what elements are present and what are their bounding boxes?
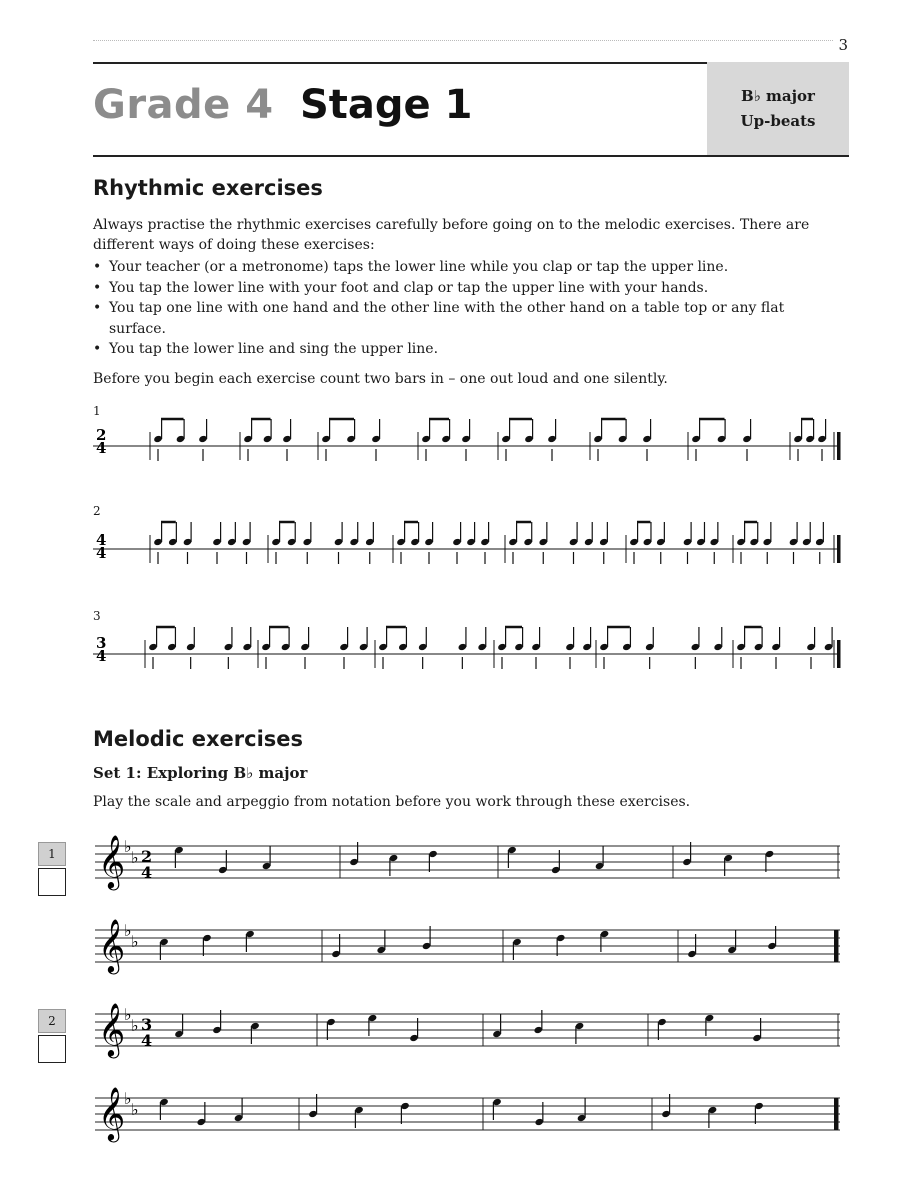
grade-title: Grade 4 [93, 82, 274, 128]
melodic-staves [95, 834, 840, 1142]
key-label: B♭ major [741, 86, 815, 105]
time-signature-top: 2 [141, 847, 153, 866]
final-barline-thick [837, 535, 841, 563]
count-note: Before you begin each exercise count two bars in – one out loud and one silently. [93, 371, 668, 387]
instruction-item: • You tap one line with one hand and the other line with the other hand on a table top or any flat surface. [93, 298, 813, 339]
flat-icon: ♭ [124, 1089, 132, 1108]
time-signature-top: 3 [141, 1015, 153, 1034]
rhythmic-intro: Always practise the rhythmic exercises carefully before going on to the melodic exercises. There are different ways of doing these exercises: [93, 217, 810, 253]
treble-clef-icon: 𝄞 [98, 1002, 126, 1056]
flat-icon: ♭ [131, 1100, 139, 1119]
rhythmic-heading: Rhythmic exercises [93, 176, 323, 200]
flat-icon: ♭ [124, 921, 132, 940]
time-signature-top: 2 [96, 426, 107, 444]
final-barline-thick [837, 432, 841, 460]
time-signature-bottom: 4 [141, 863, 153, 882]
exercise-number: 2 [38, 1009, 66, 1033]
flat-icon: ♭ [131, 932, 139, 951]
topic-label: Up-beats [740, 111, 816, 130]
rhythm-exercise-number: 2 [93, 504, 101, 518]
flat-icon: ♭ [124, 837, 132, 856]
page-number: 3 [838, 36, 848, 54]
rhythm-staves [93, 419, 841, 669]
final-barline-thick [837, 640, 841, 668]
instruction-item: • You tap the lower line and sing the upper line. [93, 339, 813, 360]
flat-icon: ♭ [124, 1005, 132, 1024]
instruction-item: • You tap the lower line with your foot and clap or tap the upper line with your hands. [93, 278, 813, 299]
treble-clef-icon: 𝄞 [98, 918, 126, 972]
rhythm-exercise-number: 1 [93, 404, 101, 418]
time-signature-bottom: 4 [141, 1031, 153, 1050]
time-signature-top: 4 [96, 531, 107, 549]
rhythm-exercise-number: 3 [93, 609, 101, 623]
exercise-number: 1 [38, 842, 66, 866]
stage-title: Stage 1 [300, 82, 473, 128]
final-barline-thick [834, 930, 838, 962]
instruction-item: • Your teacher (or a metronome) taps the lower line while you clap or tap the upper line. [93, 257, 813, 278]
flat-icon: ♭ [131, 848, 139, 867]
time-signature-top: 3 [96, 634, 107, 652]
time-signature-bottom: 4 [96, 439, 107, 457]
time-signature-bottom: 4 [96, 544, 107, 562]
flat-icon: ♭ [131, 1016, 139, 1035]
set-heading: Set 1: Exploring B♭ major [93, 764, 308, 782]
treble-clef-icon: 𝄞 [98, 834, 126, 888]
set-instruction: Play the scale and arpeggio from notation before you work through these exercises. [93, 794, 691, 810]
final-barline-thick [834, 1098, 838, 1130]
treble-clef-icon: 𝄞 [98, 1086, 126, 1140]
time-signature-bottom: 4 [96, 647, 107, 665]
melodic-heading: Melodic exercises [93, 727, 304, 751]
